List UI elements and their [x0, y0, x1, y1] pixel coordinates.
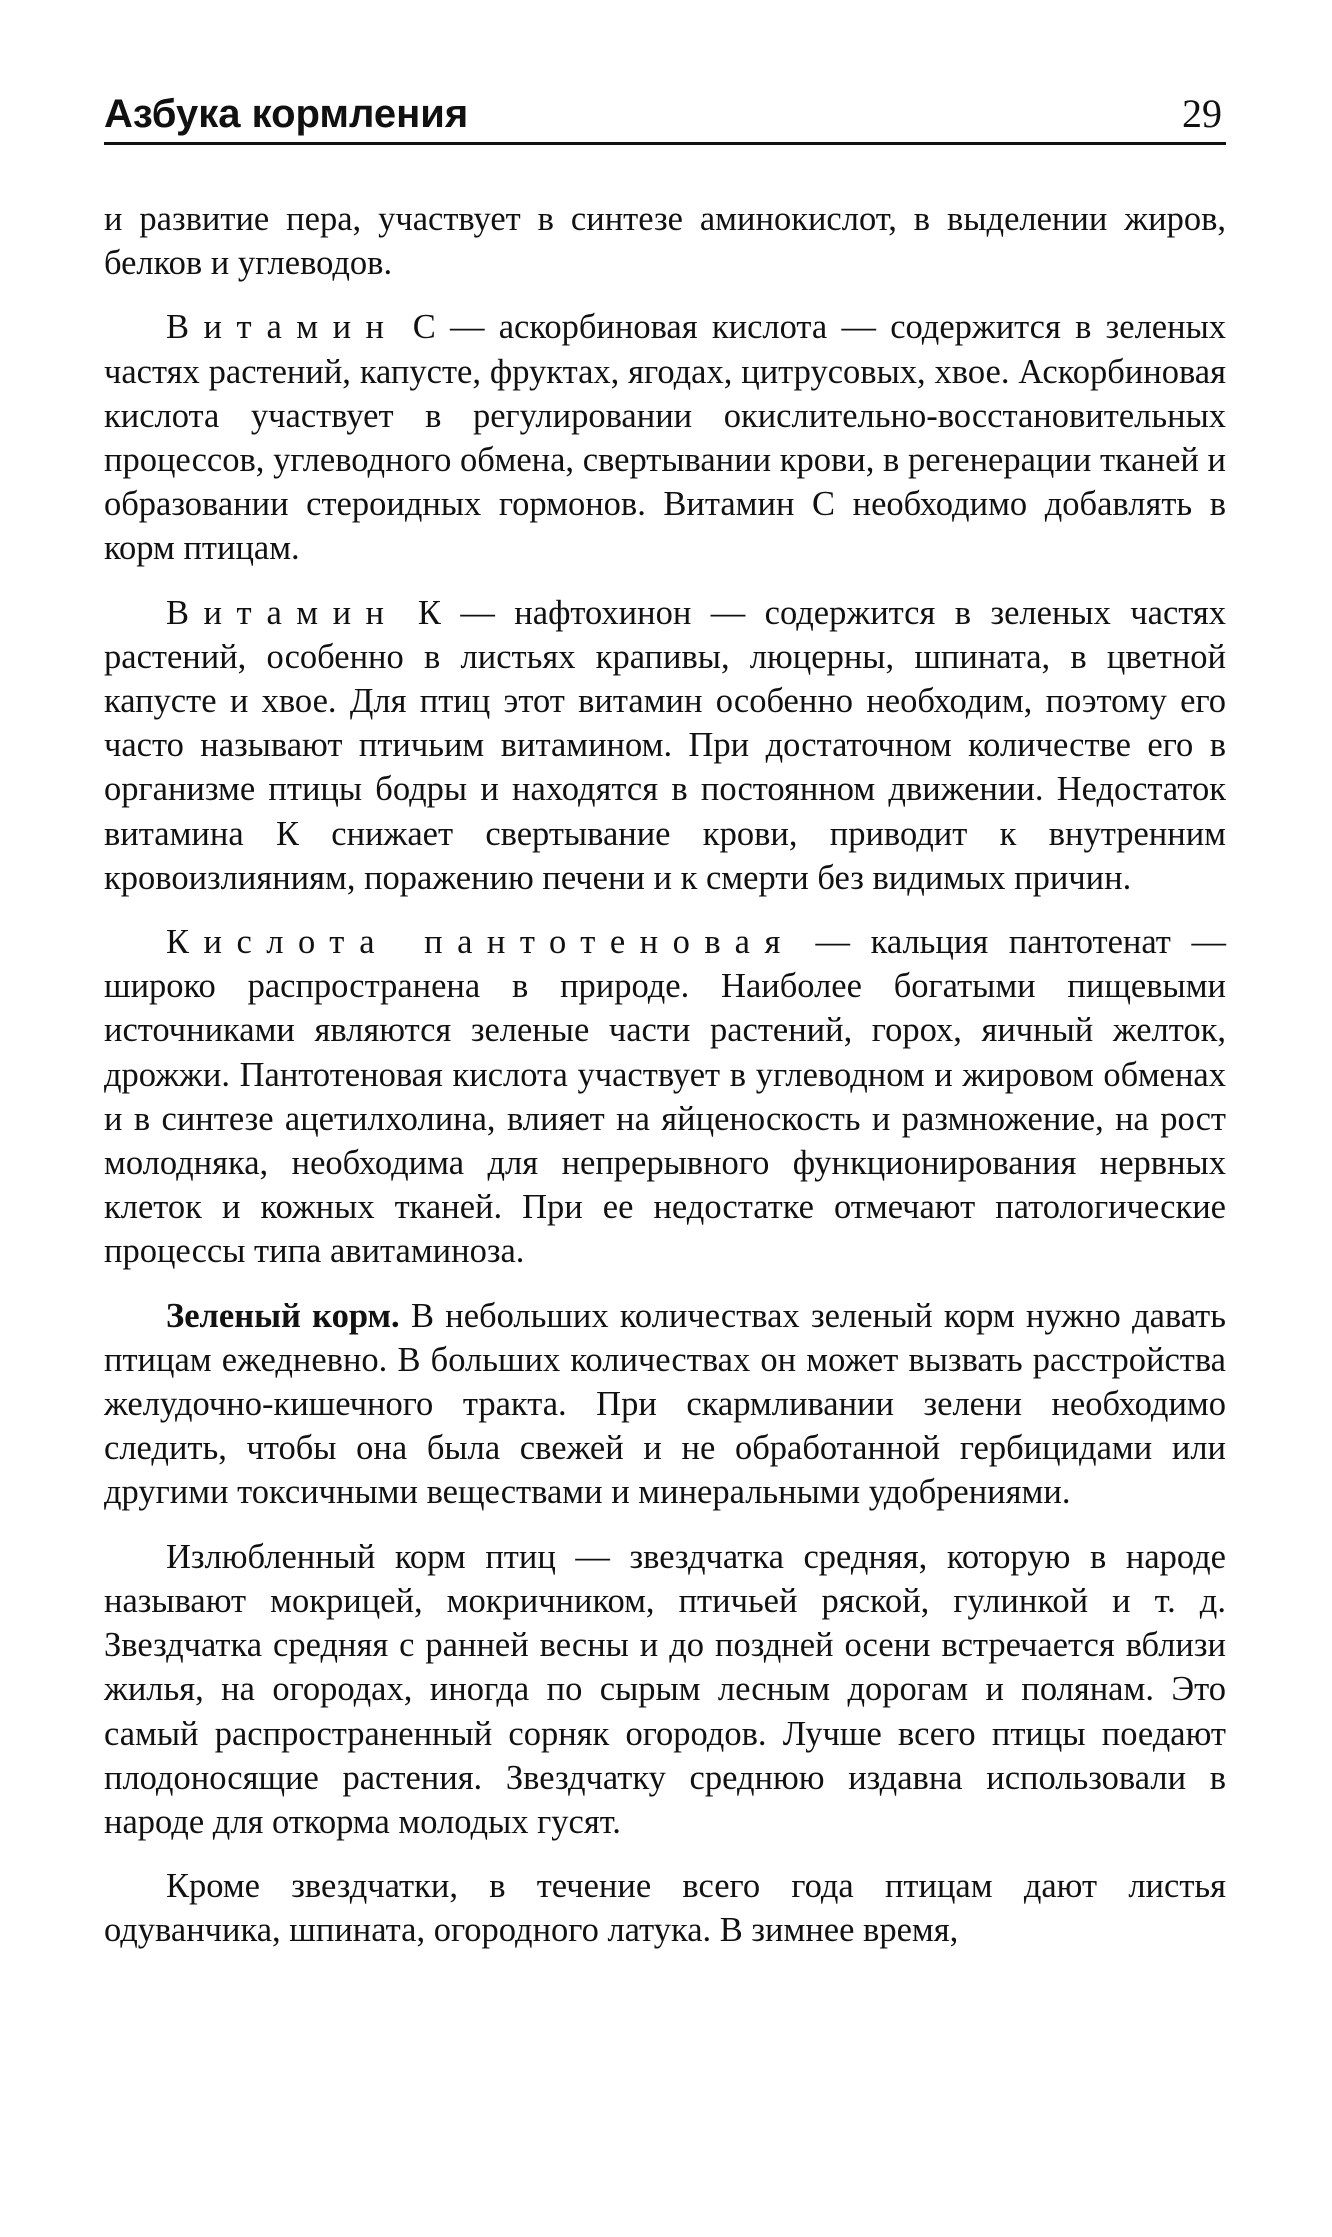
term-green-feed: Зеленый корм. [166, 1296, 400, 1335]
paragraph-chickweed [104, 1535, 1226, 1844]
page-number: 29 [1182, 91, 1222, 136]
paragraph-text: и развитие пера, участвует в синтезе аминокислот, в выделении жиров, белков и углеводов. [104, 200, 1226, 283]
term-pantothenic-acid: Кислота пантотеновая [166, 923, 795, 962]
paragraph-other-greens [104, 1864, 1226, 1952]
term-vitamin-c: Витамин [166, 308, 399, 347]
running-title: Азбука кормления [104, 92, 469, 136]
page-header [104, 92, 1226, 145]
paragraph-text: В небольших количествах зеленый корм нужно давать птицам ежедневно. В больших количествах он может вызвать расстройства желудочно-кишечного тракта. При скармливании зелени необходимо следить, чтобы она была свежей и не обработанной гербицидами или другими токсичными веществами и минеральными удобрениями. [104, 1296, 1226, 1512]
paragraph-text: — кальция пантотенат — широко распространена в природе. Наиболее богатыми пищевыми источниками являются зеленые части растений, горох, яичный желток, дрожжи. Пантотеновая кислота участвует в углеводном и жировом обменах и в синтезе ацетилхолина, влияет на яйценоскость и размножение, на рост молодняка, необходима для непрерывного функционирования нервных клеток и кожных тканей. При ее недостатке отмечают патологические процессы типа авитаминоза. [104, 923, 1226, 1271]
paragraph-text: С — аскорбиновая кислота — содержится в зеленых частях растений, капусте, фруктах, ягодах, цитрусовых, хвое. Аскорбиновая кислота участвует в регулировании окислительно-восстановительных процессов, углеводного обмена, свертывании крови, в регенерации тканей и образовании стероидных гормонов. Витамин С необходимо добавлять в корм птицам. [104, 308, 1226, 568]
paragraph-text: К — нафтохинон — содержится в зеленых частях растений, особенно в листьях крапивы, люцерны, шпината, в цветной капусте и хвое. Для птиц этот витамин особенно необходим, поэтому его часто называют птичьим витамином. При достаточном количестве его в организме птицы бодры и находятся в постоянном движении. Недостаток витамина К снижает свертывание крови, приводит к внутренним кровоизлияниям, поражению печени и к смерти без видимых причин. [104, 593, 1227, 897]
paragraph-vitamin-k [104, 591, 1226, 900]
term-vitamin-k: Витамин [166, 593, 399, 632]
book-page [104, 92, 1226, 1973]
paragraph-text: Излюбленный корм птиц — звездчатка средняя, которую в народе называют мокрицей, мокричником, птичьей ряской, гулинкой и т. д. Звездчатка средняя с ранней весны и до поздней осени встречается вблизи жилья, на огородах, иногда по сырым лесным дорогам и полянам. Это самый распространенный сорняк огородов. Лучше всего птицы поедают плодоносящие растения. Звездчатку среднюю издавна использовали в народе для откорма молодых гусят. [104, 1537, 1226, 1841]
paragraph-vitamin-c [104, 305, 1226, 570]
paragraph-green-feed [104, 1294, 1226, 1515]
paragraph-text: Кроме звездчатки, в течение всего года птицам дают листья одуванчика, шпината, огородного латука. В зимнее время, [104, 1867, 1226, 1950]
paragraph-continuation [104, 197, 1226, 285]
page-body [104, 197, 1226, 1953]
paragraph-pantothenic-acid [104, 920, 1226, 1274]
